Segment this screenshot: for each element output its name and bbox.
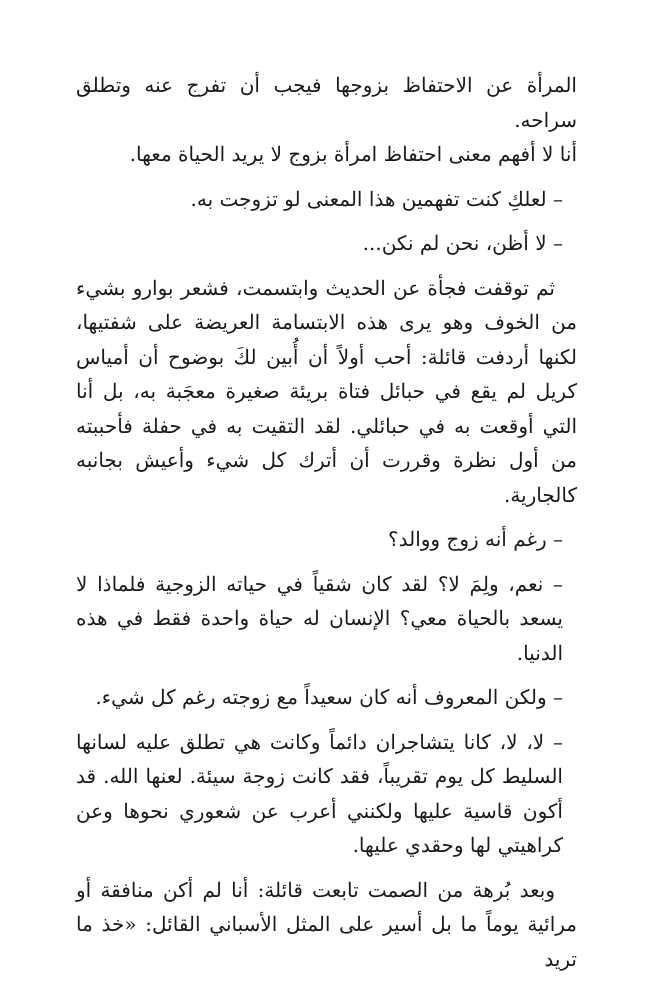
dialogue-line: – لا أظن، نحن لم نكن...	[362, 231, 563, 255]
paragraph-opening: المرأة عن الاحتفاظ بزوجها فيجب أن تفرج عنه وتطلق سراحه. أنا لا أفهم معنى احتفاظ امرأة بزوج لا يريد الحياة معها.	[76, 73, 577, 166]
dialogue-line: – لا، لا، كانا يتشاجران دائماً وكانت هي تطلق عليه لسانها السليط كل يوم تقريباً، فقد كانت زوجة سيئة. لعنها الله. قد أكون قاسية عليها ولكنني أعرب عن شعوري نحوها وعن كراهيتي لها وحقدي عليها.	[76, 729, 563, 857]
paragraph-narration: ثم توقفت فجأة عن الحديث وابتسمت، فشعر بوارو بشيء من الخوف وهو يرى هذه الابتسامة العريضة على شفتيها، لكنها أردفت قائلة: أحب أولاً أن أُبين لكَ بوضوح أن أمياس كريل لم يقع في حبائل فتاة بريئة صغيرة معجَبة به، بل أنا التي أوقعت به في حبائلي. لقد التقيت به في حفلة فأحببته من أول نظرة وقررت أن أترك كل شيء وأعيش بجانبه كالجارية.	[76, 275, 577, 507]
dialogue-line: – ولكن المعروف أنه كان سعيداً مع زوجته رغم كل شيء.	[95, 685, 563, 709]
dialogue-line: – رغم أنه زوج ووالد؟	[387, 527, 563, 551]
dialogue-line: – نعم، ولِمَ لا؟ لقد كان شقياً في حياته الزوجية فلماذا لا يسعد بالحياة معي؟ الإنسان له حياة واحدة فقط في هذه الدنيا.	[76, 571, 563, 665]
dialogue-line: – لعلكِ كنت تفهمين هذا المعنى لو تزوجت به.	[190, 186, 563, 211]
paragraph-closing: وبعد بُرهة من الصمت تابعت قائلة: أنا لم أكن منافقة أو مرائية يوماً ما بل أسير على المثل الأسباني القائل: «خذ ما تريد	[76, 877, 577, 971]
